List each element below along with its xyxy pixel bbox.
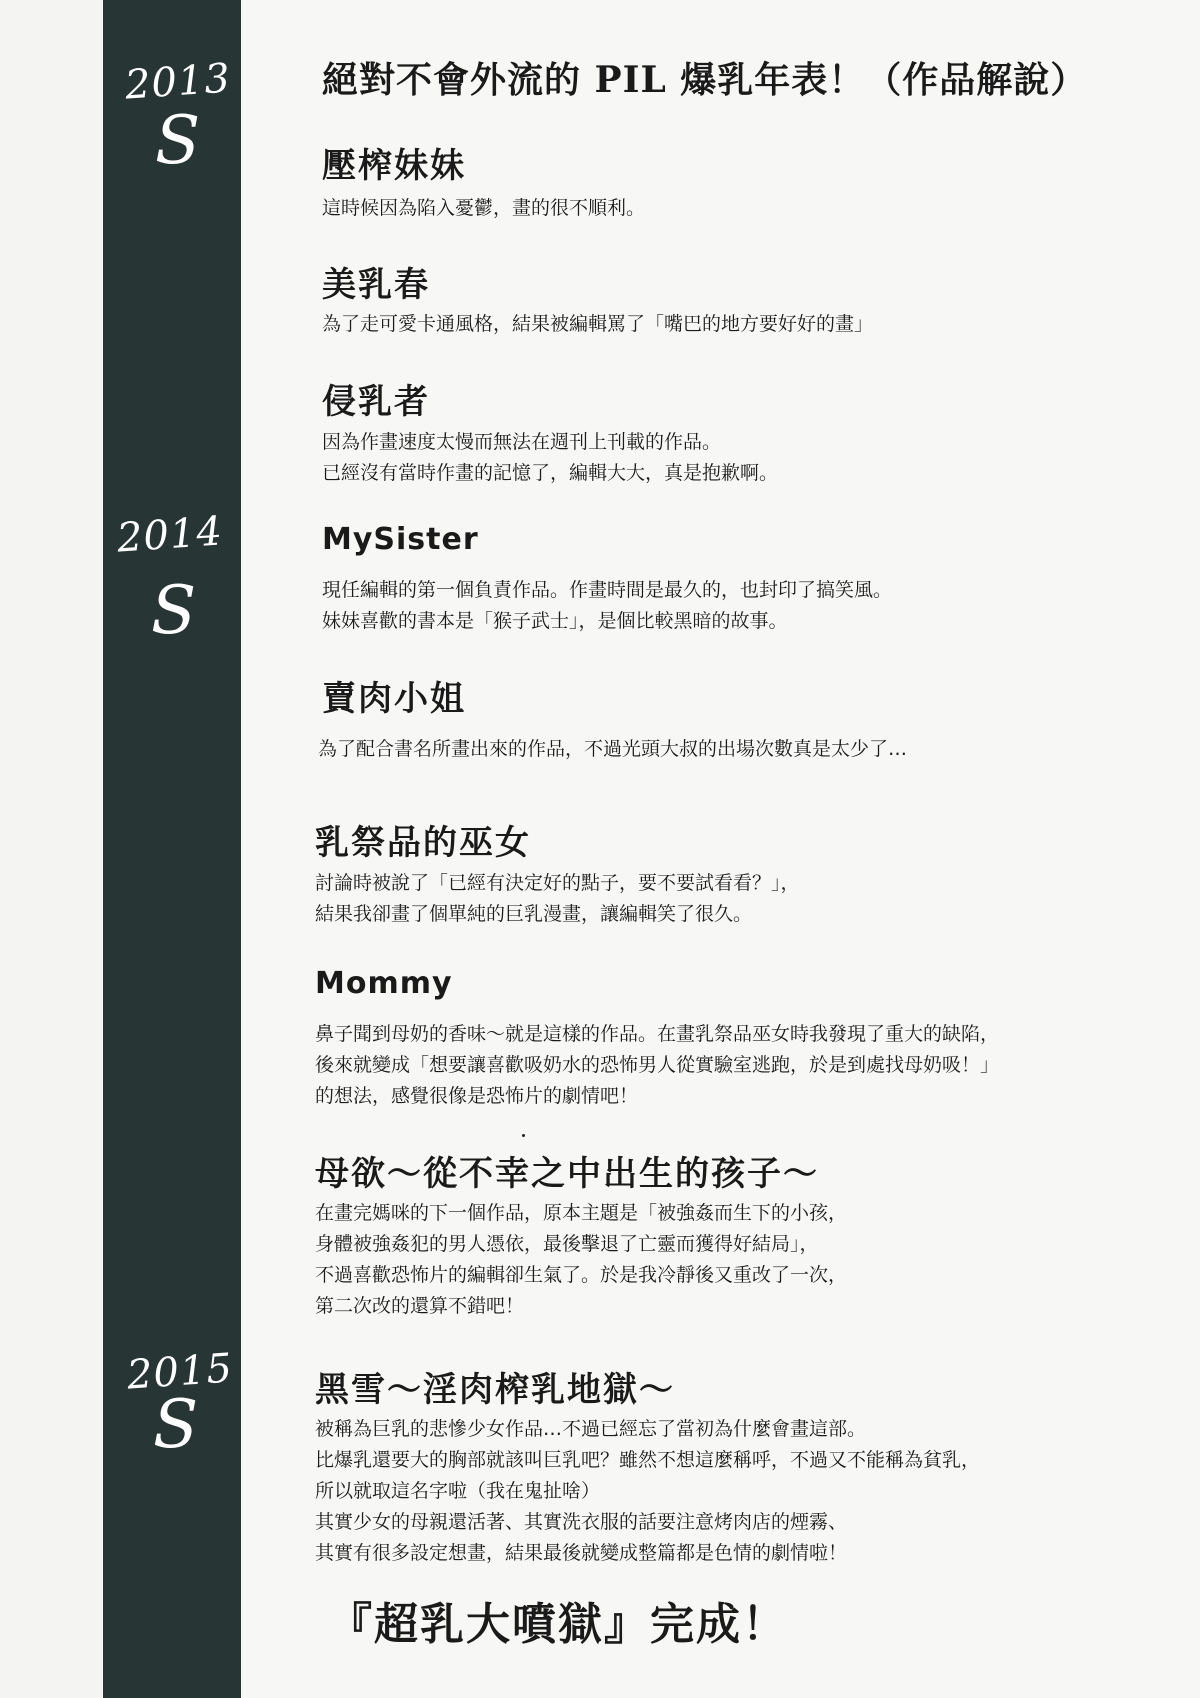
timeline-year-2015: 2015 (125, 1345, 235, 1399)
entry-description (315, 1414, 980, 1569)
entry-line: 其實少女的母親還活著、其實洗衣服的話要注意烤肉店的煙霧、 (315, 1511, 848, 1533)
entry-title: Mommy (315, 966, 453, 1001)
entry-description (322, 193, 645, 224)
entry-title: 美乳春 (322, 265, 430, 305)
entry-line: 所以就取這名字啦（我在鬼扯啥） (315, 1480, 601, 1502)
entry-title: 壓榨妹妹 (322, 146, 466, 186)
entry-line: 這時候因為陷入憂鬱，畫的很不順利。 (322, 197, 646, 219)
entry-line: 為了走可愛卡通風格，結果被編輯罵了「嘴巴的地方要好好的畫」 (322, 313, 874, 335)
entry-title: 侵乳者 (322, 382, 430, 422)
entry-line: 比爆乳還要大的胸部就該叫巨乳吧？雖然不想這麼稱呼，不過又不能稱為貧乳， (315, 1449, 981, 1471)
timeline-bar (103, 0, 241, 1698)
entry-description (315, 1019, 999, 1112)
timeline-range-mark-2015: S (153, 1386, 199, 1463)
entry-line: 鼻子聞到母奶的香味～就是這樣的作品。在畫乳祭品巫女時我發現了重大的缺陷， (315, 1023, 1000, 1045)
entry-line: 現任編輯的第一個負責作品。作畫時間是最久的，也封印了搞笑風。 (322, 579, 893, 601)
entry-line: 不過喜歡恐怖片的編輯卻生氣了。於是我冷靜後又重改了一次， (315, 1264, 848, 1286)
entry-line: 已經沒有當時作畫的記憶了，編輯大大，真是抱歉啊。 (322, 462, 779, 484)
entry-line: 因為作畫速度太慢而無法在週刊上刊載的作品。 (322, 431, 722, 453)
entry-line: 第二次改的還算不錯吧！ (315, 1295, 525, 1317)
timeline-range-mark-2014: S (151, 572, 197, 649)
entry-description (322, 575, 892, 637)
entry-line: 妹妹喜歡的書本是「猴子武士」，是個比較黑暗的故事。 (322, 610, 788, 632)
entry-line: 討論時被說了「已經有決定好的點子，要不要試看看？」， (315, 872, 800, 894)
entry-line: 結果我卻畫了個單純的巨乳漫畫，讓編輯笑了很久。 (315, 903, 753, 925)
timeline-range-mark-2013: S (155, 102, 201, 179)
entry-description (322, 309, 873, 340)
completion-note: 『超乳大噴獄』完成！ (328, 1599, 788, 1650)
entry-line: 為了配合書名所畫出來的作品，不過光頭大叔的出場次數真是太少了… (318, 738, 908, 760)
stray-dot (522, 1134, 525, 1137)
entry-line: 身體被強姦犯的男人憑依，最後擊退了亡靈而獲得好結局」， (315, 1233, 819, 1255)
entry-line: 的想法，感覺很像是恐怖片的劇情吧！ (315, 1085, 639, 1107)
page-margin (0, 0, 103, 1698)
entry-description (315, 868, 800, 930)
entry-description (322, 427, 778, 489)
entry-title: 黑雪～淫肉榨乳地獄～ (315, 1370, 675, 1410)
entry-description (318, 734, 907, 765)
entry-line: 後來就變成「想要讓喜歡吸奶水的恐怖男人從實驗室逃跑，於是到處找母奶吸！」 (315, 1054, 1000, 1076)
entry-line: 其實有很多設定想畫，結果最後就變成整篇都是色情的劇情啦！ (315, 1542, 848, 1564)
entry-line: 被稱為巨乳的悲慘少女作品…不過已經忘了當初為什麼會畫這部。 (315, 1418, 867, 1440)
timeline-year-2014: 2014 (115, 508, 225, 562)
entry-title: 母欲～從不幸之中出生的孩子～ (315, 1154, 819, 1194)
entry-title: MySister (322, 522, 479, 557)
page-title: 絕對不會外流的 PIL 爆乳年表！（作品解說） (322, 59, 1088, 101)
entry-title: 乳祭品的巫女 (315, 823, 531, 863)
entry-line: 在畫完媽咪的下一個作品，原本主題是「被強姦而生下的小孩， (315, 1202, 848, 1224)
entry-description (315, 1198, 847, 1322)
timeline-year-2013: 2013 (123, 55, 233, 109)
entry-title: 賣肉小姐 (322, 679, 466, 719)
